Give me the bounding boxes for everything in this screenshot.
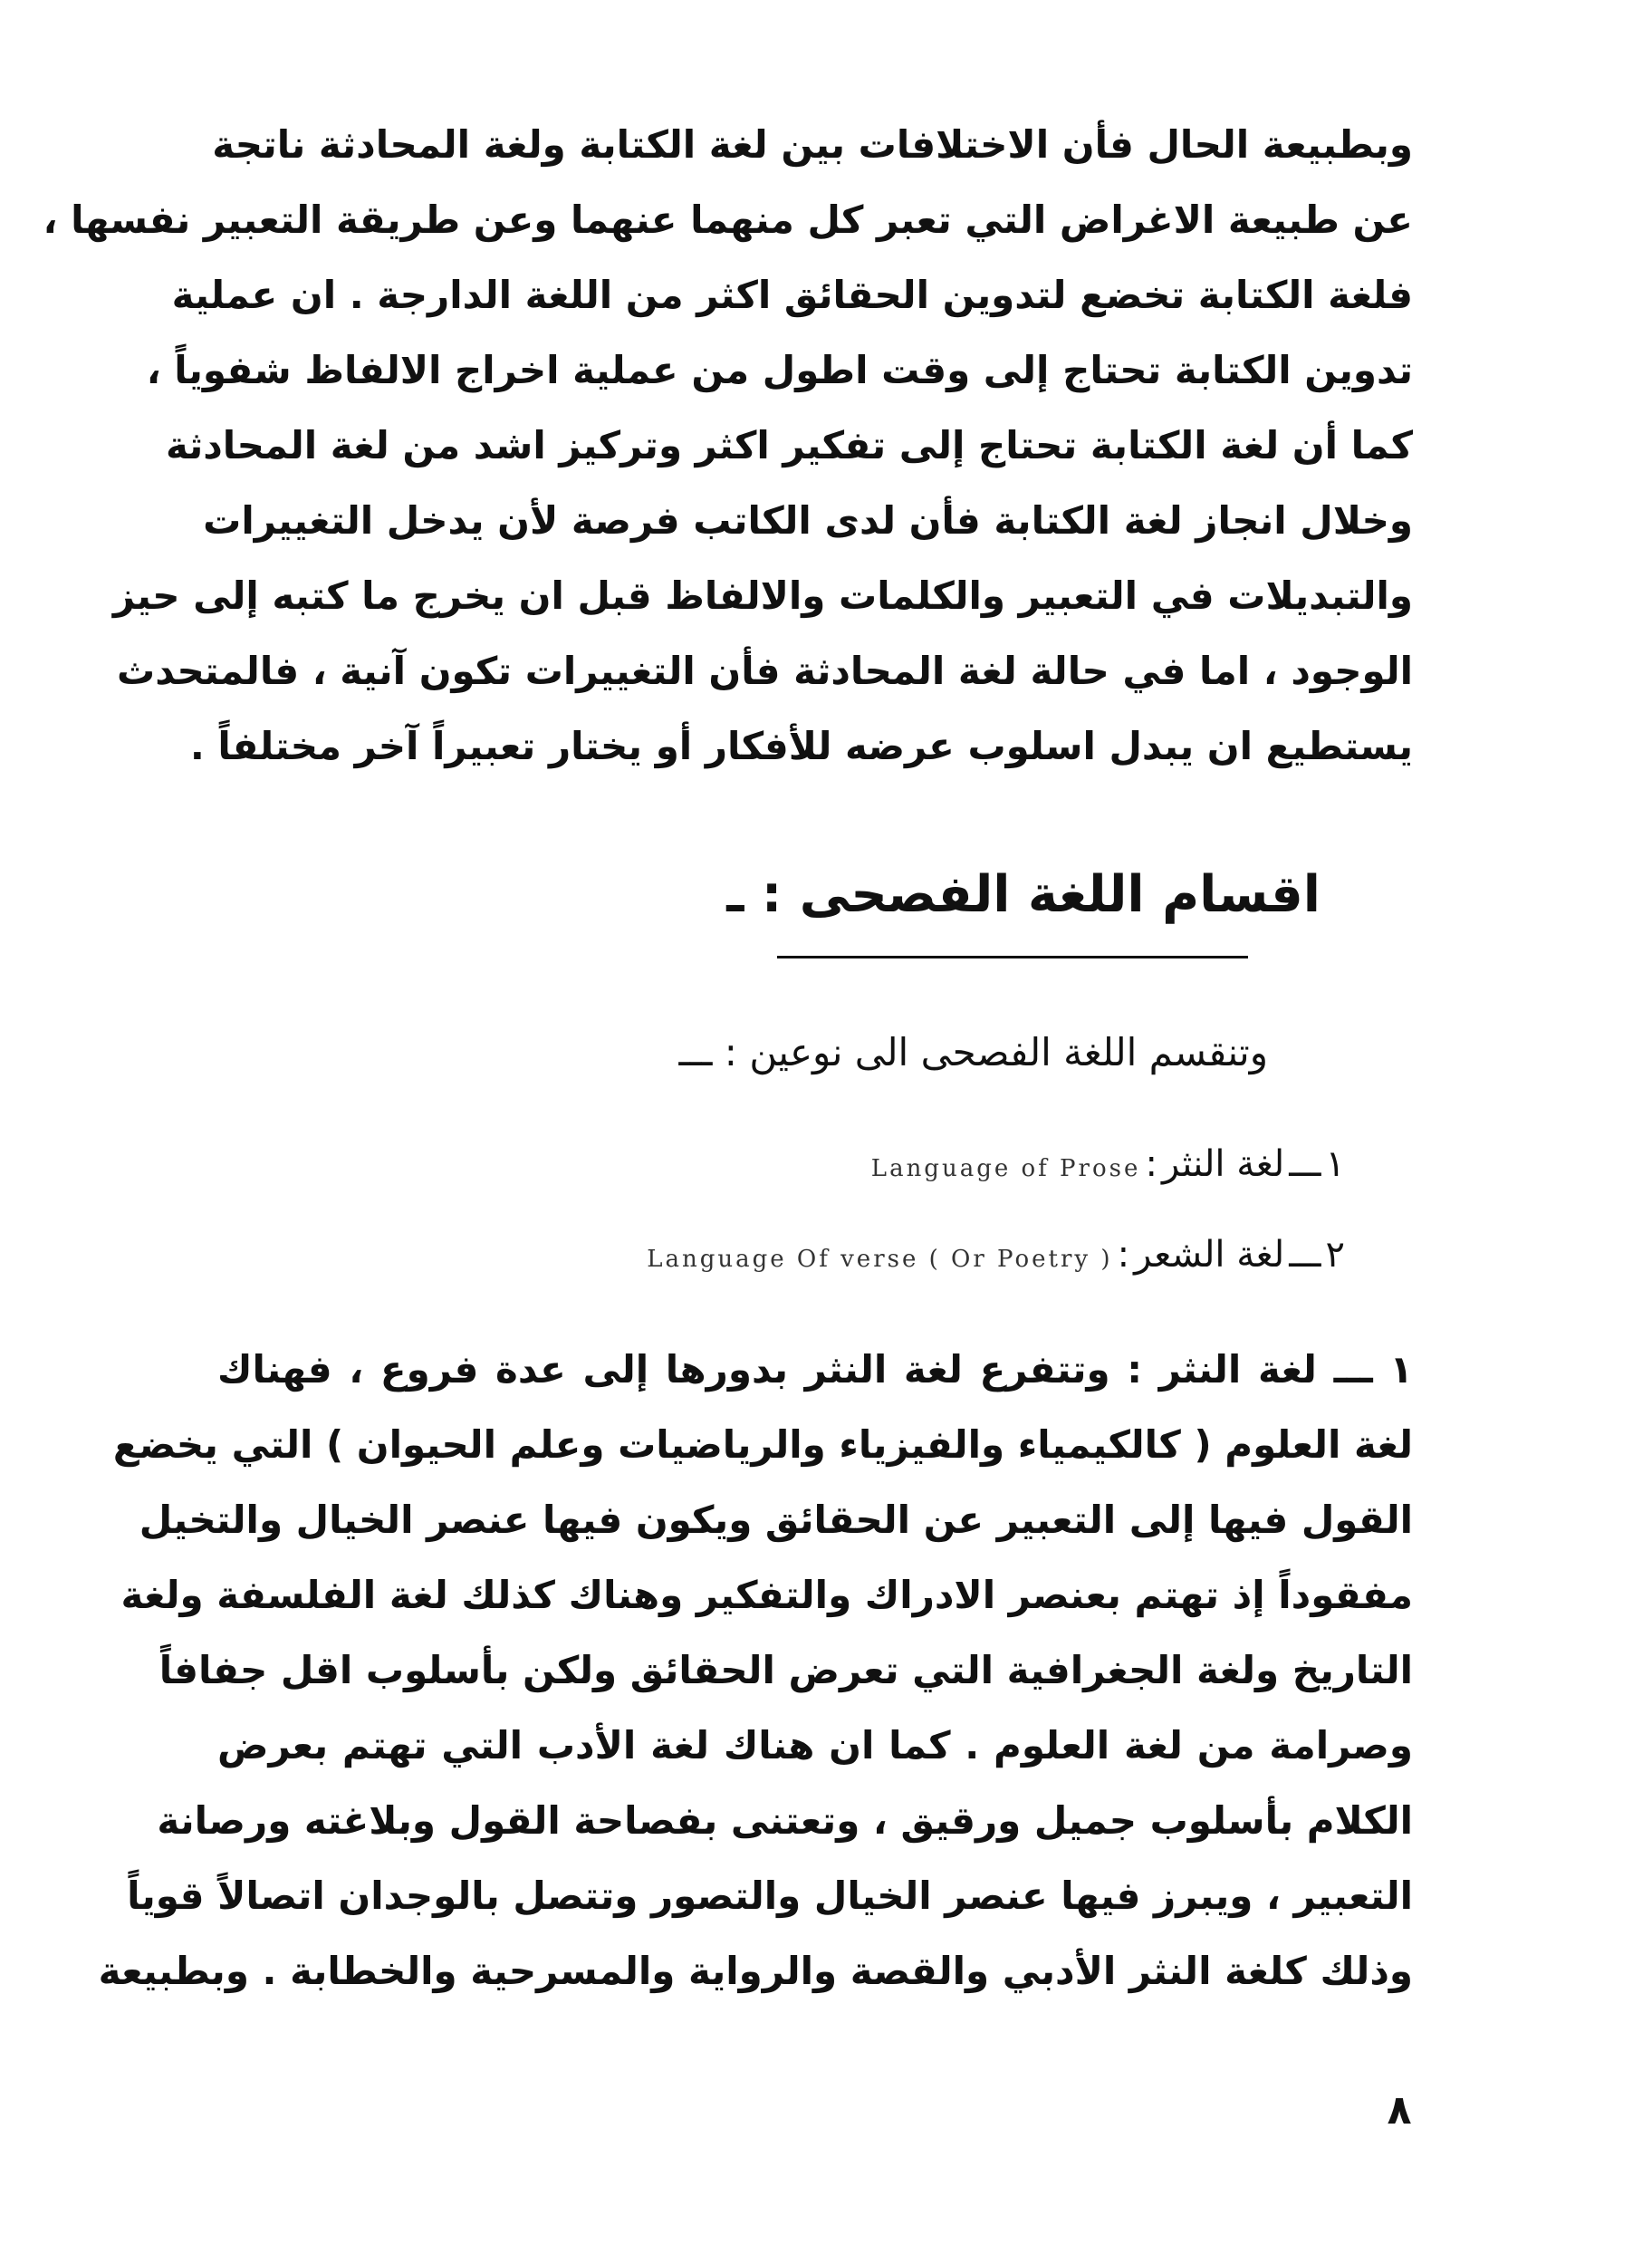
paragraph-line: تدوين الكتابة تحتاج إلى وقت اطول من عملية اخراج الالفاظ شفوياً ، bbox=[146, 348, 1413, 392]
list-term: لغة الشعر bbox=[1134, 1234, 1285, 1276]
paragraph-line: الوجود ، اما في حالة لغة المحادثة فأن التغييرات تكون آنية ، فالمتحدث bbox=[117, 649, 1413, 693]
list-separator: : bbox=[1145, 1143, 1157, 1185]
list-english-term: Language Of verse ( Or Poetry ) bbox=[647, 1246, 1113, 1273]
page-number: ٨ bbox=[1387, 2087, 1412, 2134]
list-item bbox=[380, 1223, 1345, 1294]
paragraph-line: ١ ـــ لغة النثر : وتتفرع لغة النثر بدورها إلى عدة فروع ، فهناك bbox=[217, 1347, 1413, 1392]
list-english-term: Language of Prose bbox=[870, 1155, 1141, 1182]
section-heading: اقسام اللغة الفصحى : ـ bbox=[726, 865, 1321, 924]
heading-underline bbox=[777, 956, 1248, 958]
paragraph-1 bbox=[43, 107, 1413, 784]
paragraph-line: والتبديلات في التعبير والكلمات والالفاظ قبل ان يخرج ما كتبه إلى حيز bbox=[112, 573, 1413, 618]
paragraph-line: وخلال انجاز لغة الكتابة فأن لدى الكاتب فرصة لأن يدخل التغييرات bbox=[203, 498, 1413, 543]
paragraph-line: عن طبيعة الاغراض التي تعبر كل منهما عنهما وعن طريقة التعبير نفسها ، bbox=[43, 197, 1413, 242]
paragraph-line: لغة العلوم ( كالكيمياء والفيزياء والرياضيات وعلم الحيوان ) التي يخضع bbox=[112, 1422, 1413, 1467]
paragraph-line: يستطيع ان يبدل اسلوب عرضه للأفكار أو يختار تعبيراً آخر مختلفاً . bbox=[189, 724, 1413, 768]
paragraph-line: فلغة الكتابة تخضع لتدوين الحقائق اكثر من اللغة الدارجة . ان عملية bbox=[171, 273, 1413, 317]
paragraph-line: وبطبيعة الحال فأن الاختلافات بين لغة الكتابة ولغة المحادثة ناتجة bbox=[212, 122, 1413, 167]
paragraph-line: القول فيها إلى التعبير عن الحقائق ويكون فيها عنصر الخيال والتخيل bbox=[139, 1498, 1413, 1542]
list-term: لغة النثر bbox=[1162, 1143, 1285, 1185]
paragraph-line: التاريخ ولغة الجغرافية التي تعرض الحقائق ولكن بأسلوب اقل جفافاً bbox=[158, 1648, 1413, 1692]
list-item bbox=[380, 1132, 1345, 1203]
paragraph-line: مفقوداً إذ تهتم بعنصر الادراك والتفكير وهناك كذلك لغة الفلسفة ولغة bbox=[120, 1573, 1413, 1617]
paragraph-line: وصرامة من لغة العلوم . كما ان هناك لغة الأدب التي تهتم بعرض bbox=[217, 1723, 1413, 1768]
intro-line: وتنقسم اللغة الفصحى الى نوعين : ـــ bbox=[678, 1030, 1268, 1074]
paragraph-line: كما أن لغة الكتابة تحتاج إلى تفكير اكثر وتركيز اشد من لغة المحادثة bbox=[166, 423, 1413, 467]
list-dash: ـــ bbox=[1289, 1143, 1321, 1185]
paragraph-line: وذلك كلغة النثر الأدبي والقصة والرواية والمسرحية والخطابة . وبطبيعة bbox=[98, 1949, 1413, 1993]
list-number: ١ bbox=[1325, 1143, 1345, 1185]
list-dash: ـــ bbox=[1289, 1234, 1321, 1276]
paragraph-line: التعبير ، ويبرز فيها عنصر الخيال والتصور وتتصل بالوجدان اتصالاً قوياً bbox=[127, 1874, 1413, 1918]
list-number: ٢ bbox=[1325, 1234, 1345, 1276]
paragraph-line: الكلام بأسلوب جميل ورقيق ، وتعتنى بفصاحة القول وبلاغته ورصانة bbox=[157, 1798, 1413, 1843]
paragraph-2 bbox=[98, 1332, 1413, 2008]
list-separator: : bbox=[1117, 1234, 1130, 1276]
